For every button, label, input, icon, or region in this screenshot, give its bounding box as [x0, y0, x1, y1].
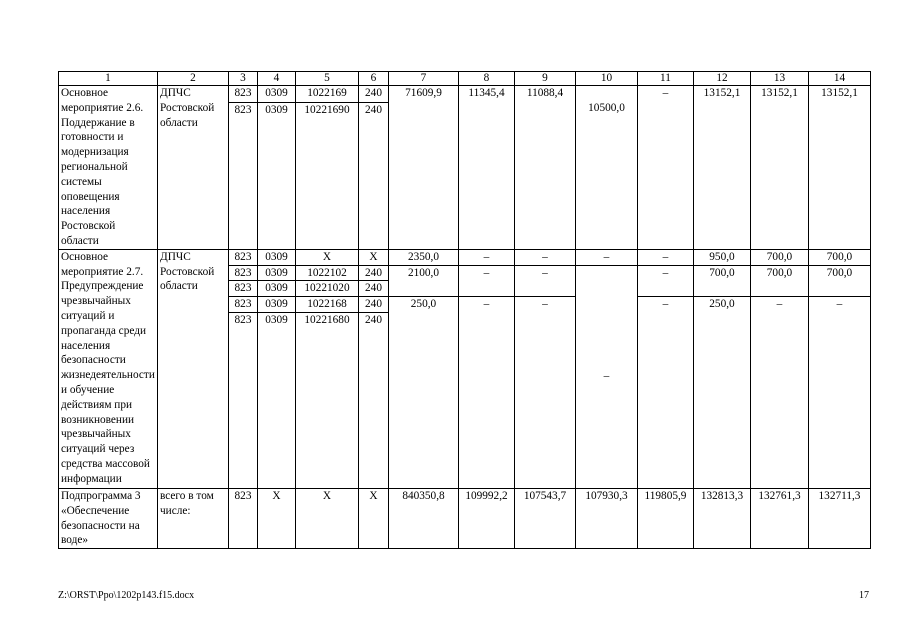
table-cell: 119805,9: [638, 488, 694, 548]
table-cell: 240: [359, 86, 389, 103]
table-cell: X: [359, 488, 389, 548]
table-cell: 13152,1: [694, 86, 751, 250]
table-cell: 109992,2: [459, 488, 515, 548]
table-cell: 823: [229, 281, 258, 297]
table-cell: 823: [229, 488, 258, 548]
activity-name-cell: Основное мероприятие 2.6. Поддержание в готовности и модернизация региональной системы оповещения населения Ростовской области: [59, 86, 158, 250]
table-cell: 0309: [258, 312, 296, 488]
table-cell: –: [576, 265, 638, 488]
table-cell: –: [459, 249, 515, 265]
header-cell: 8: [459, 72, 515, 86]
table-cell: –: [459, 297, 515, 489]
table-cell: 950,0: [694, 249, 751, 265]
table-cell: 10221690: [296, 102, 359, 249]
table-cell: 132813,3: [694, 488, 751, 548]
header-cell: 9: [515, 72, 576, 86]
table-cell: 2350,0: [389, 249, 459, 265]
table-cell: 107543,7: [515, 488, 576, 548]
table-cell: 0309: [258, 297, 296, 313]
table-cell: 13152,1: [809, 86, 871, 250]
table-cell: –: [459, 265, 515, 297]
table-cell: 700,0: [694, 265, 751, 297]
header-cell: 4: [258, 72, 296, 86]
table-cell: 240: [359, 281, 389, 297]
table-cell: 240: [359, 312, 389, 488]
activity-name-cell: Основное мероприятие 2.7. Предупреждение чрезвычайных ситуаций и пропаганда среди населения безопасности жизнедеятельности и обучение действиям при возникновении чрезвычайных ситуаций через средства массовой информации: [59, 249, 158, 488]
table-cell: 10221680: [296, 312, 359, 488]
table-cell: 1022169: [296, 86, 359, 103]
table-cell: 1022102: [296, 265, 359, 281]
table-cell: 132711,3: [809, 488, 871, 548]
header-cell: 1: [59, 72, 158, 86]
header-row: [59, 72, 871, 86]
table-cell: –: [638, 86, 694, 250]
table-cell: 840350,8: [389, 488, 459, 548]
table-cell: 71609,9: [389, 86, 459, 250]
table-cell: 250,0: [389, 297, 459, 489]
table-cell: 823: [229, 312, 258, 488]
table-cell: 823: [229, 265, 258, 281]
executor-cell: ДПЧС Ростовской области: [158, 249, 229, 488]
table-cell: 700,0: [809, 249, 871, 265]
table-cell: 823: [229, 102, 258, 249]
budget-table: [58, 71, 871, 549]
table-row: [59, 86, 871, 103]
table-row: [59, 249, 871, 265]
header-cell: 5: [296, 72, 359, 86]
table-cell: 0309: [258, 86, 296, 103]
table-cell: [576, 86, 638, 250]
table-cell: 13152,1: [751, 86, 809, 250]
header-cell: 2: [158, 72, 229, 86]
table-cell: 0309: [258, 265, 296, 281]
table-cell-value: 10500,0: [588, 102, 625, 114]
table-cell: –: [638, 265, 694, 297]
table-cell: 823: [229, 86, 258, 103]
header-cell: 6: [359, 72, 389, 86]
table-cell: 1022168: [296, 297, 359, 313]
table-cell: 823: [229, 297, 258, 313]
table-cell: X: [258, 488, 296, 548]
table-cell: 132761,3: [751, 488, 809, 548]
table-cell: 107930,3: [576, 488, 638, 548]
table-cell: –: [515, 265, 576, 297]
table-cell: –: [751, 297, 809, 489]
header-cell: 7: [389, 72, 459, 86]
table-row: [59, 488, 871, 548]
table-cell: –: [638, 297, 694, 489]
table-cell: –: [809, 297, 871, 489]
table-cell: –: [515, 249, 576, 265]
header-cell: 12: [694, 72, 751, 86]
header-cell: 13: [751, 72, 809, 86]
header-cell: 11: [638, 72, 694, 86]
table-cell: 240: [359, 297, 389, 313]
executor-cell: ДПЧС Ростовской области: [158, 86, 229, 250]
table-cell: X: [359, 249, 389, 265]
table-cell: X: [296, 249, 359, 265]
table-cell: 700,0: [809, 265, 871, 297]
table-cell: 0309: [258, 281, 296, 297]
table-cell: 0309: [258, 249, 296, 265]
table-cell: X: [296, 488, 359, 548]
footer-file-path: Z:\ORST\Ppo\1202p143.f15.docx: [58, 590, 195, 601]
table-cell: 2100,0: [389, 265, 459, 297]
table-cell: –: [515, 297, 576, 489]
activity-name-cell: Подпрограмма 3 «Обеспечение безопасности на воде»: [59, 488, 158, 548]
table-cell: 11345,4: [459, 86, 515, 250]
table-cell: 10221020: [296, 281, 359, 297]
executor-cell: всего в том числе:: [158, 488, 229, 548]
table-cell: 250,0: [694, 297, 751, 489]
table-cell: 823: [229, 249, 258, 265]
table-cell: –: [576, 249, 638, 265]
header-cell: 10: [576, 72, 638, 86]
footer-page-number: 17: [859, 590, 869, 601]
table-cell: 700,0: [751, 265, 809, 297]
table-cell: 240: [359, 265, 389, 281]
header-cell: 3: [229, 72, 258, 86]
table-cell: 11088,4: [515, 86, 576, 250]
table-cell: 700,0: [751, 249, 809, 265]
table-cell: 240: [359, 102, 389, 249]
header-cell: 14: [809, 72, 871, 86]
table-cell: 0309: [258, 102, 296, 249]
table-cell: –: [638, 249, 694, 265]
